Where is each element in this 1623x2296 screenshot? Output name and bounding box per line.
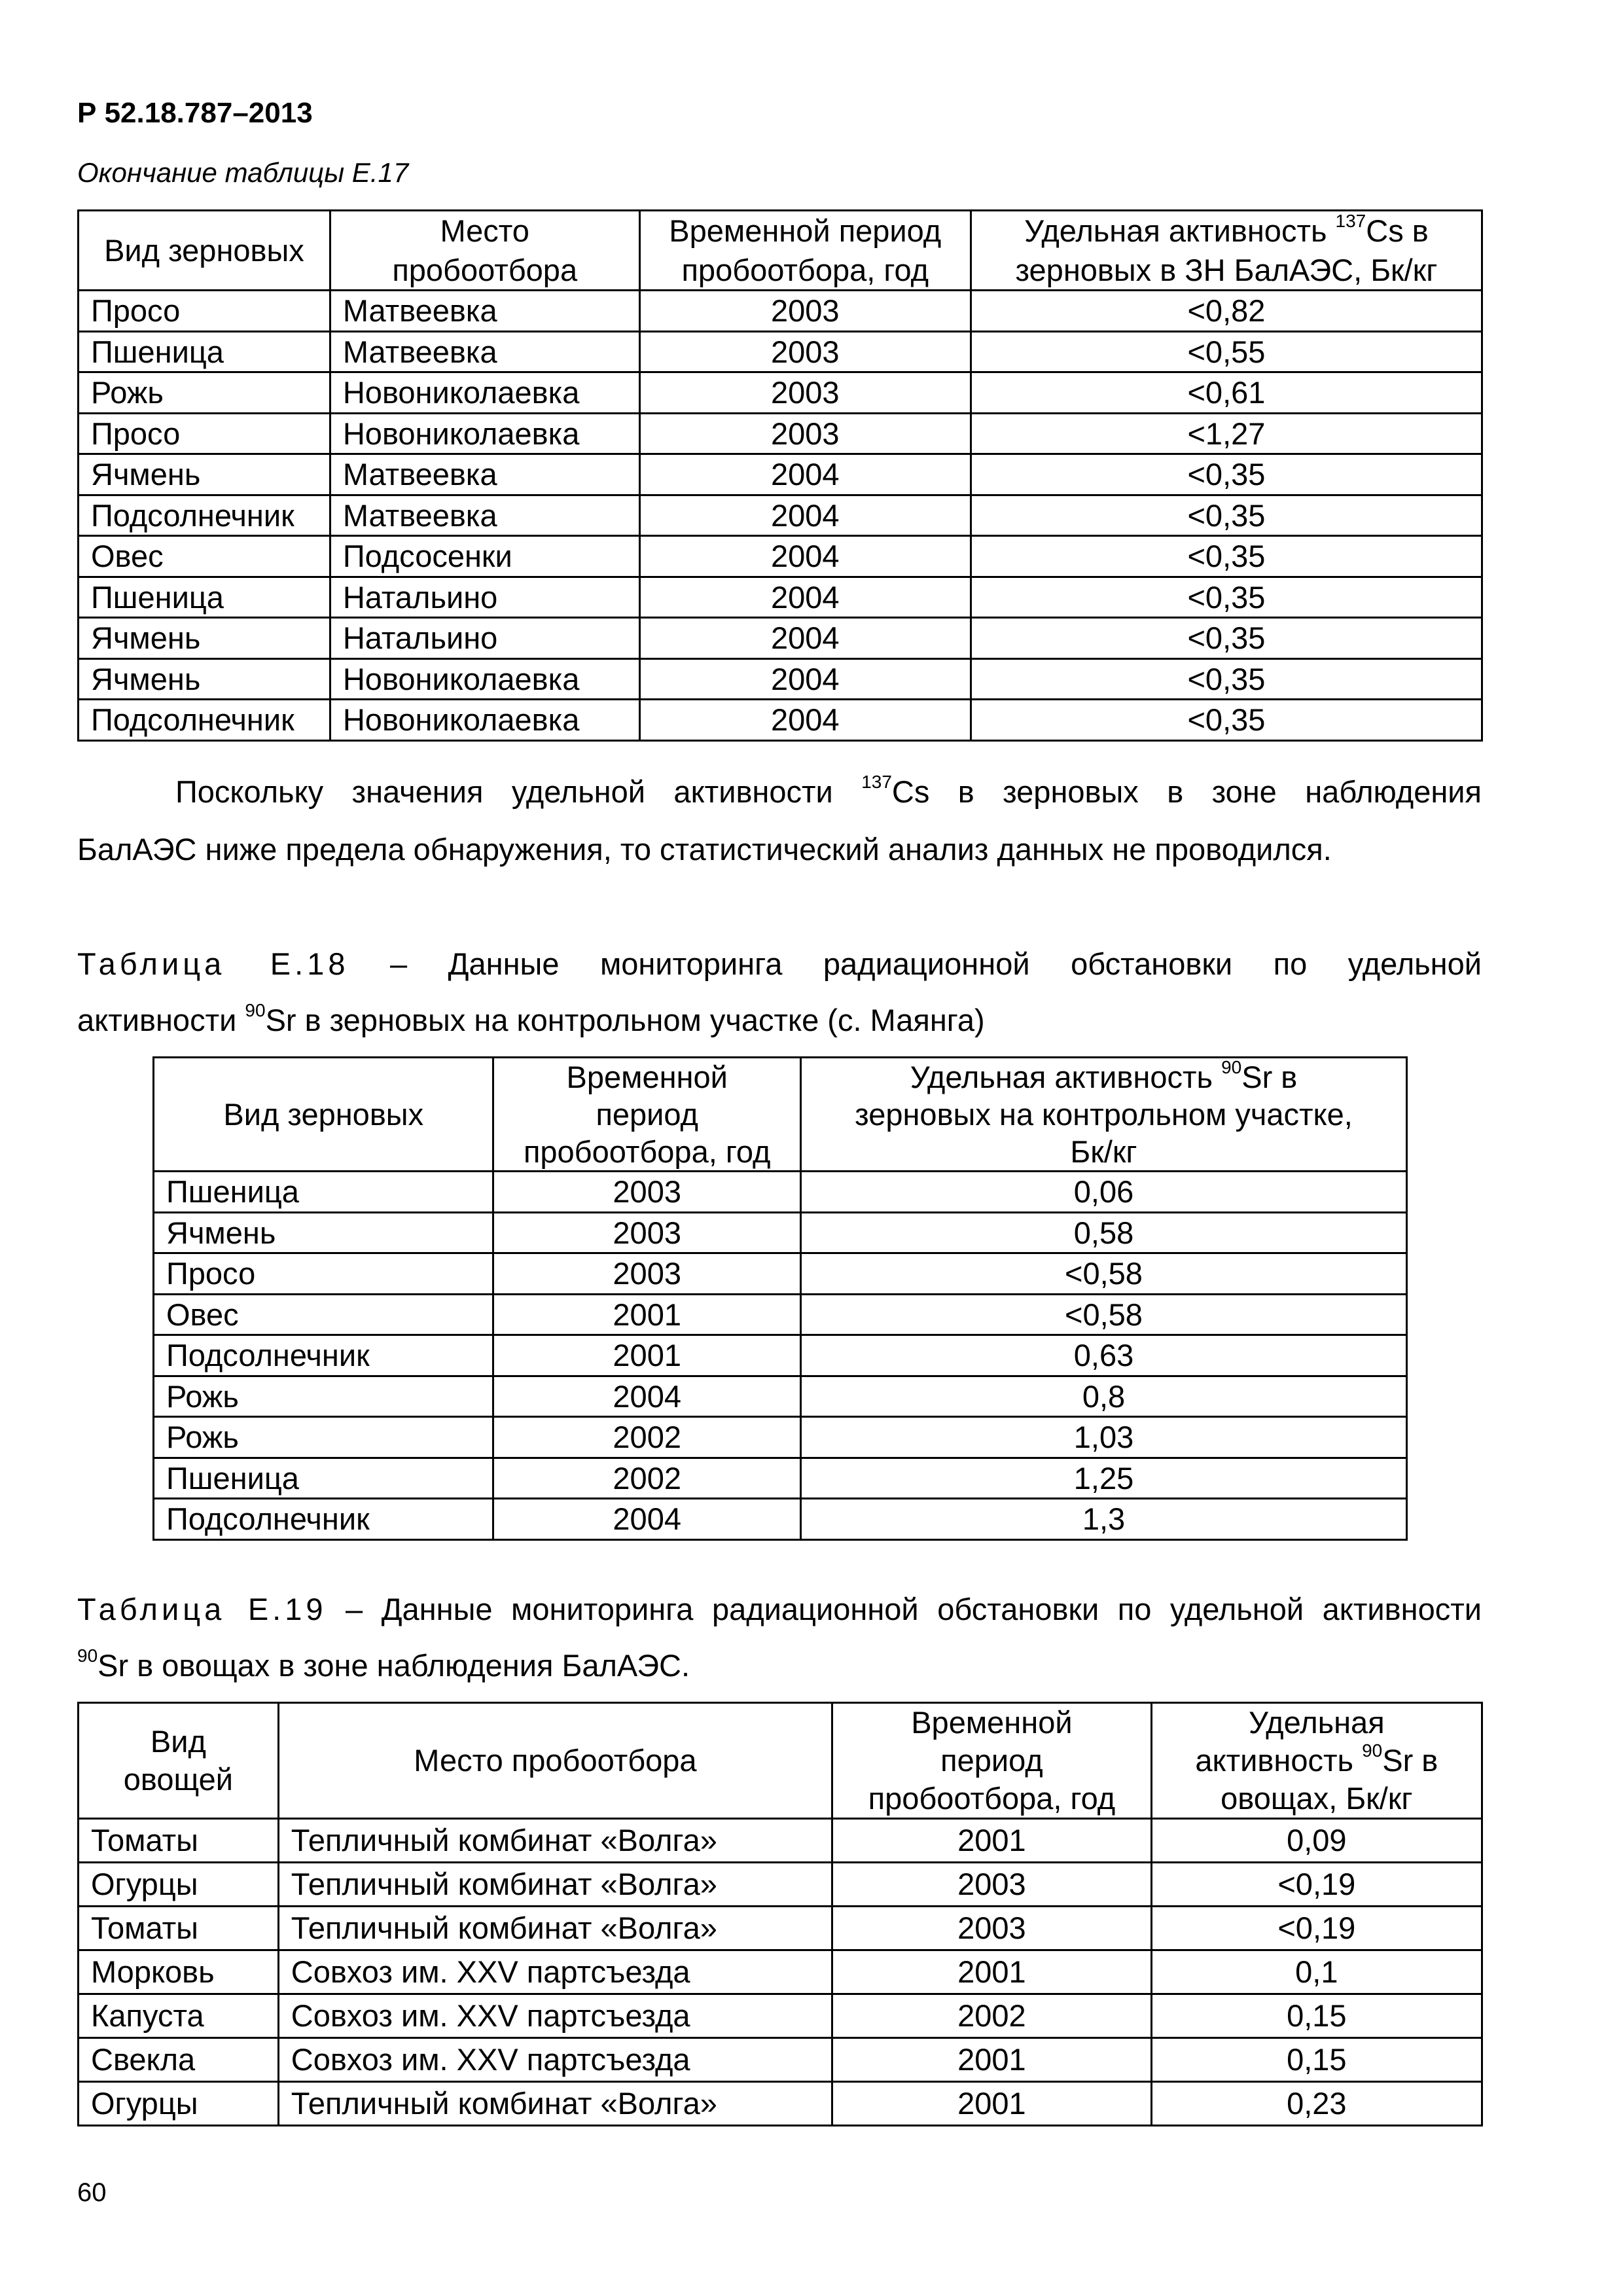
cell-year: 2003 xyxy=(832,1863,1152,1907)
table-row xyxy=(79,454,1482,495)
cell-year: 2001 xyxy=(493,1294,801,1335)
cell-year: 2003 xyxy=(493,1253,801,1295)
cell-grain: Подсолнечник xyxy=(154,1499,493,1540)
cell-grain: Просо xyxy=(79,413,330,454)
cell-value: <0,35 xyxy=(971,454,1482,495)
cell-grain: Пшеница xyxy=(79,577,330,618)
cell-year: 2003 xyxy=(493,1172,801,1213)
cell-grain: Пшеница xyxy=(154,1458,493,1499)
cell-grain: Подсолнечник xyxy=(79,700,330,741)
cell-value: <0,61 xyxy=(971,372,1482,414)
cell-grain: Просо xyxy=(79,291,330,332)
table-row xyxy=(154,1417,1407,1458)
cell-grain: Просо xyxy=(154,1253,493,1295)
cell-year: 2001 xyxy=(832,2038,1152,2082)
table-row xyxy=(79,700,1482,741)
cell-place: Матвеевка xyxy=(330,495,639,536)
cell-year: 2003 xyxy=(639,291,971,332)
table-row xyxy=(154,1253,1407,1295)
table-row xyxy=(79,1994,1482,2038)
cell-value: 0,09 xyxy=(1151,1819,1482,1863)
cell-grain: Подсолнечник xyxy=(154,1335,493,1376)
table-e18 xyxy=(152,1056,1408,1541)
header-place: Место пробоотбора xyxy=(330,211,639,291)
cell-place: Натальино xyxy=(330,618,639,659)
header-period: Временной период пробоотбора, год xyxy=(493,1058,801,1172)
cell-value: <0,35 xyxy=(971,536,1482,577)
cell-value: <1,27 xyxy=(971,413,1482,454)
table-continuation-caption: Окончание таблицы Е.17 xyxy=(77,157,409,188)
table-row xyxy=(79,1819,1482,1863)
cell-vegetable: Капуста xyxy=(79,1994,279,2038)
cell-value: 1,3 xyxy=(800,1499,1406,1540)
cell-year: 2004 xyxy=(639,495,971,536)
cell-value: 0,1 xyxy=(1151,1950,1482,1994)
table-row xyxy=(154,1499,1407,1540)
table-row xyxy=(79,413,1482,454)
cell-year: 2003 xyxy=(639,331,971,372)
cell-year: 2004 xyxy=(639,536,971,577)
cell-year: 2003 xyxy=(832,1907,1152,1950)
table-row xyxy=(79,2082,1482,2126)
header-grain: Вид зерновых xyxy=(154,1058,493,1172)
cell-grain: Пшеница xyxy=(79,331,330,372)
cell-year: 2004 xyxy=(639,700,971,741)
cell-grain: Пшеница xyxy=(154,1172,493,1213)
header-place: Место пробоотбора xyxy=(278,1703,832,1819)
cell-value: <0,58 xyxy=(800,1294,1406,1335)
cell-year: 2001 xyxy=(493,1335,801,1376)
table-e19 xyxy=(77,1702,1483,2126)
cell-year: 2002 xyxy=(493,1417,801,1458)
table-row xyxy=(79,291,1482,332)
cell-place: Новониколаевка xyxy=(330,372,639,414)
table-row xyxy=(79,1950,1482,1994)
cell-place: Тепличный комбинат «Волга» xyxy=(278,2082,832,2126)
cell-value: 0,06 xyxy=(800,1172,1406,1213)
cell-place: Матвеевка xyxy=(330,454,639,495)
body-paragraph: Поскольку значения удельной активности $^{137}$Cs в зерновых в зоне наблюдения БалАЭС ниже предела обнаружения, то статистический анализ данных не проводился. xyxy=(77,772,1482,867)
cell-grain: Овес xyxy=(154,1294,493,1335)
header-grain: Вид зерновых xyxy=(79,211,330,291)
cell-place: Тепличный комбинат «Волга» xyxy=(278,1863,832,1907)
cell-place: Подсосенки xyxy=(330,536,639,577)
table-row xyxy=(79,536,1482,577)
cell-year: 2003 xyxy=(639,413,971,454)
cell-vegetable: Томаты xyxy=(79,1907,279,1950)
table-row xyxy=(154,1335,1407,1376)
cell-value: <0,35 xyxy=(971,618,1482,659)
cell-value: 1,03 xyxy=(800,1417,1406,1458)
cell-vegetable: Томаты xyxy=(79,1819,279,1863)
table-row xyxy=(154,1458,1407,1499)
table-row xyxy=(154,1172,1407,1213)
cell-place: Новониколаевка xyxy=(330,700,639,741)
cell-place: Тепличный комбинат «Волга» xyxy=(278,1819,832,1863)
table-e19-title: Таблица Е.19 – Данные мониторинга радиационной обстановки по удельной активности $^{90}$Sr в овощах в зоне наблюдения БалАЭС. xyxy=(77,1592,1482,1683)
cell-grain: Рожь xyxy=(79,372,330,414)
cell-place: Новониколаевка xyxy=(330,658,639,700)
cell-place: Совхоз им. XXV партсъезда xyxy=(278,1950,832,1994)
cell-place: Матвеевка xyxy=(330,291,639,332)
cell-place: Натальино xyxy=(330,577,639,618)
cell-year: 2004 xyxy=(639,658,971,700)
cell-grain: Ячмень xyxy=(79,618,330,659)
cell-grain: Подсолнечник xyxy=(79,495,330,536)
cell-year: 2004 xyxy=(639,577,971,618)
header-activity: Удельная активность $^{90}$Sr в зерновых на контрольном участке, Бк/кг xyxy=(800,1058,1406,1172)
table-row xyxy=(154,1212,1407,1253)
header-activity: Удельная активность $^{90}$Sr в овощах, Бк/кг xyxy=(1151,1703,1482,1819)
cell-year: 2003 xyxy=(639,372,971,414)
header-period: Временной период пробоотбора, год xyxy=(639,211,971,291)
page-number: 60 xyxy=(77,2178,107,2207)
header-period: Временной период пробоотбора, год xyxy=(832,1703,1152,1819)
cell-year: 2002 xyxy=(832,1994,1152,2038)
cell-value: 0,63 xyxy=(800,1335,1406,1376)
table-row xyxy=(79,372,1482,414)
cell-place: Новониколаевка xyxy=(330,413,639,454)
cell-year: 2002 xyxy=(493,1458,801,1499)
header-activity: Удельная активность $^{137}$Cs в зерновых в ЗН БалАЭС, Бк/кг xyxy=(971,211,1482,291)
cell-year: 2004 xyxy=(493,1499,801,1540)
cell-vegetable: Свекла xyxy=(79,2038,279,2082)
cell-place: Совхоз им. XXV партсъезда xyxy=(278,2038,832,2082)
cell-value: <0,55 xyxy=(971,331,1482,372)
table-row xyxy=(79,495,1482,536)
table-row xyxy=(79,618,1482,659)
cell-grain: Рожь xyxy=(154,1376,493,1417)
cell-year: 2004 xyxy=(639,618,971,659)
table-e18-title: Таблица Е.18 – Данные мониторинга радиационной обстановки по удельной активности $^{90}$Sr в зерновых на контрольном участке (с. Маянга) xyxy=(77,946,1482,1037)
table-header-row xyxy=(79,211,1482,291)
cell-value: 0,15 xyxy=(1151,1994,1482,2038)
cell-value: <0,19 xyxy=(1151,1907,1482,1950)
cell-value: 0,15 xyxy=(1151,2038,1482,2082)
cell-place: Тепличный комбинат «Волга» xyxy=(278,1907,832,1950)
table-header-row xyxy=(79,1703,1482,1819)
cell-grain: Ячмень xyxy=(79,658,330,700)
cell-grain: Овес xyxy=(79,536,330,577)
cell-grain: Ячмень xyxy=(79,454,330,495)
cell-value: <0,35 xyxy=(971,658,1482,700)
table-row xyxy=(79,1863,1482,1907)
cell-value: <0,35 xyxy=(971,495,1482,536)
cell-year: 2004 xyxy=(639,454,971,495)
cell-value: <0,82 xyxy=(971,291,1482,332)
cell-year: 2001 xyxy=(832,1950,1152,1994)
cell-value: <0,19 xyxy=(1151,1863,1482,1907)
table-e17 xyxy=(77,209,1483,742)
cell-value: <0,58 xyxy=(800,1253,1406,1295)
cell-year: 2003 xyxy=(493,1212,801,1253)
header-vegetable: Вид овощей xyxy=(79,1703,279,1819)
cell-value: 0,58 xyxy=(800,1212,1406,1253)
table-row xyxy=(79,577,1482,618)
table-row xyxy=(154,1294,1407,1335)
cell-year: 2004 xyxy=(493,1376,801,1417)
cell-vegetable: Огурцы xyxy=(79,1863,279,1907)
table-row xyxy=(79,331,1482,372)
cell-value: 0,8 xyxy=(800,1376,1406,1417)
table-row xyxy=(79,1907,1482,1950)
cell-place: Матвеевка xyxy=(330,331,639,372)
table-row xyxy=(79,658,1482,700)
cell-grain: Рожь xyxy=(154,1417,493,1458)
cell-value: 1,25 xyxy=(800,1458,1406,1499)
table-row xyxy=(79,2038,1482,2082)
table-header-row xyxy=(154,1058,1407,1172)
cell-value: <0,35 xyxy=(971,577,1482,618)
cell-value: <0,35 xyxy=(971,700,1482,741)
cell-vegetable: Морковь xyxy=(79,1950,279,1994)
cell-value: 0,23 xyxy=(1151,2082,1482,2126)
cell-year: 2001 xyxy=(832,2082,1152,2126)
cell-year: 2001 xyxy=(832,1819,1152,1863)
cell-grain: Ячмень xyxy=(154,1212,493,1253)
table-row xyxy=(154,1376,1407,1417)
cell-place: Совхоз им. XXV партсъезда xyxy=(278,1994,832,2038)
document-id: Р 52.18.787–2013 xyxy=(77,97,313,129)
cell-vegetable: Огурцы xyxy=(79,2082,279,2126)
